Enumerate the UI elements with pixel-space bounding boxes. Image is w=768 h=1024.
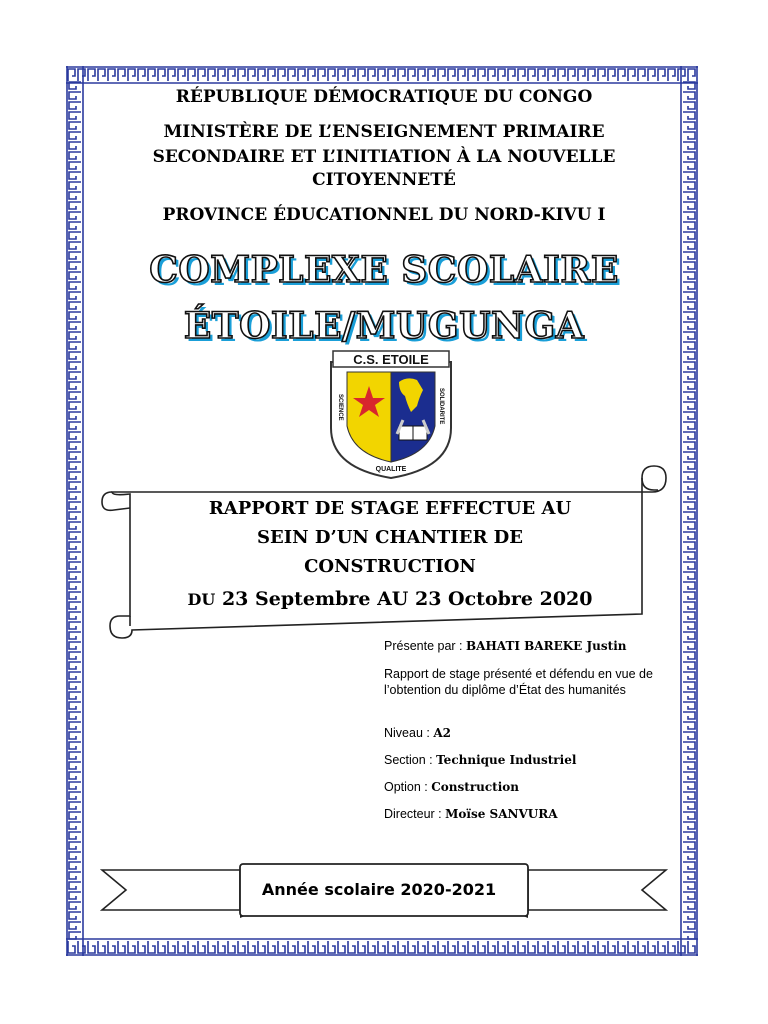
republic-heading: RÉPUBLIQUE DÉMOCRATIQUE DU CONGO: [175, 87, 593, 107]
emblem-right-text: SOLIDARITE: [438, 388, 444, 425]
report-dates: [130, 588, 650, 610]
option-value: Construction: [431, 780, 520, 794]
director-label: Directeur :: [384, 807, 446, 821]
province-heading: PROVINCE ÉDUCATIONNEL DU NORD-KIVU I: [162, 205, 606, 225]
report-title-line-1: RAPPORT DE STAGE EFFECTUE AU: [208, 498, 572, 519]
school-name-line-2: ÉTOILE/MUGUNGA: [183, 305, 585, 347]
ministry-line-3: CITOYENNETÉ: [312, 170, 456, 190]
date-prefix: DU: [187, 590, 216, 609]
level: [384, 725, 696, 741]
emblem-bottom-text: QUALITE: [375, 466, 407, 473]
presented-label: Présente par :: [384, 639, 466, 653]
emblem-left-text: SCIENCE: [337, 394, 343, 421]
section-label: Section :: [384, 753, 437, 767]
emblem-top-text: C.S. ETOILE: [353, 352, 429, 367]
ministry-line-1: MINISTÈRE DE L’ENSEIGNEMENT PRIMAIRE: [163, 122, 605, 142]
section: [384, 752, 696, 768]
report-title-line-2: SEIN D’UN CHANTIER DE: [257, 527, 523, 548]
school-name-line-1: COMPLEXE SCOLAIRE: [149, 249, 619, 291]
option-label: Option :: [384, 780, 432, 794]
report-title: [130, 494, 650, 581]
school-emblem: [327, 350, 455, 482]
presented-by: [384, 638, 696, 654]
school-year: Année scolaire 2020-2021: [261, 880, 497, 899]
presented-value: BAHATI BAREKE Justin: [466, 639, 627, 653]
report-description: Rapport de stage présenté et défendu en vue de l’obtention du diplôme d’État des humanités: [384, 667, 653, 697]
level-label: Niveau :: [384, 726, 434, 740]
section-value: Technique Industriel: [436, 753, 577, 767]
option: [384, 779, 696, 795]
director: [384, 806, 696, 822]
shield-icon: [327, 350, 455, 482]
director-value: Moïse SANVURA: [445, 807, 558, 821]
date-range: 23 Septembre AU 23 Octobre 2020: [221, 588, 593, 610]
ministry-line-2: SECONDAIRE ET L’INITIATION À LA NOUVELLE: [152, 147, 616, 167]
level-value: A2: [433, 726, 452, 740]
report-title-line-3: CONSTRUCTION: [304, 556, 476, 577]
